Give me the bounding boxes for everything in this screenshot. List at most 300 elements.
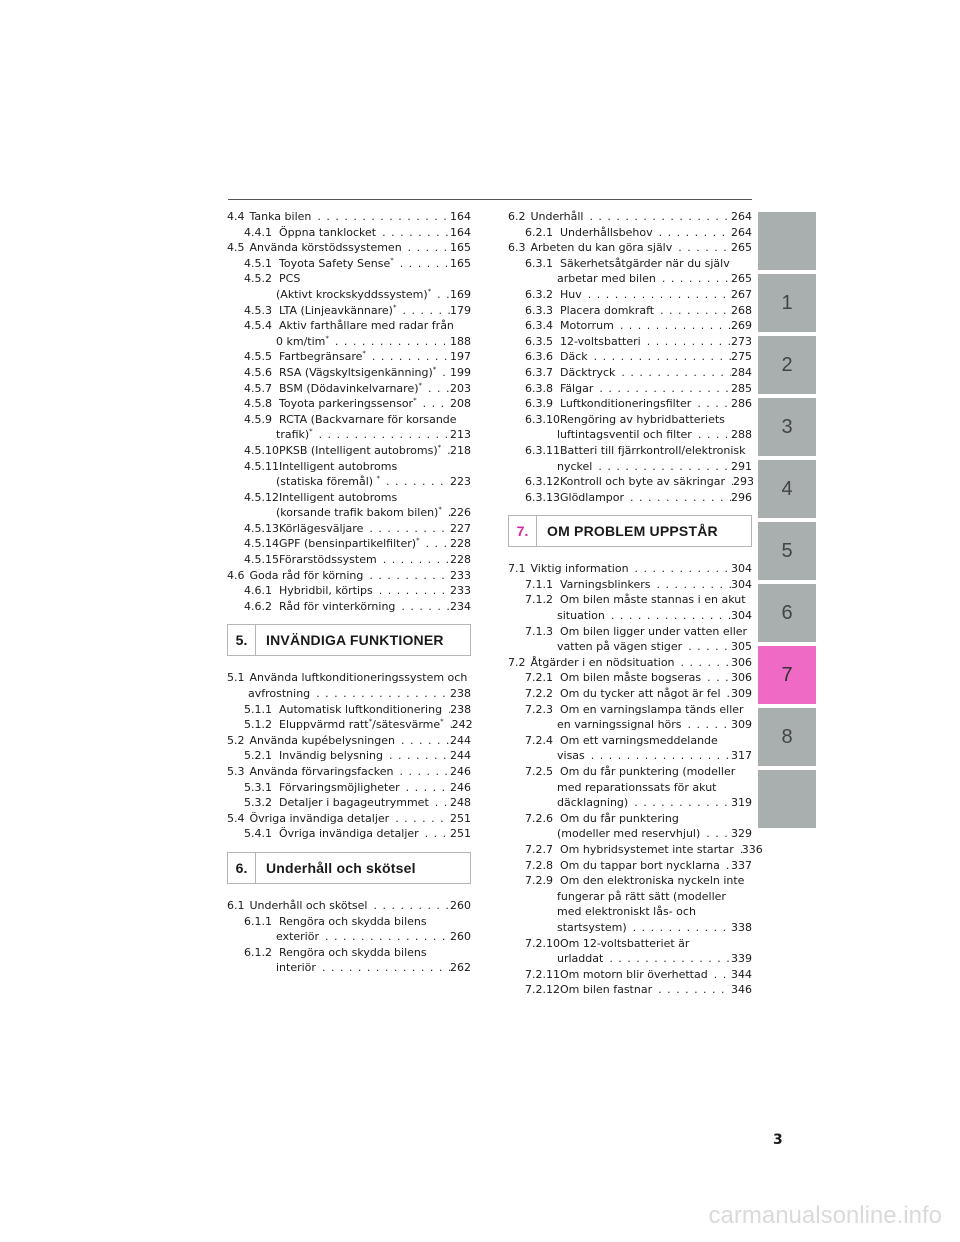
entry-number: 5.2 [227, 733, 245, 747]
entry-title [248, 686, 310, 702]
page-ref: 165 [450, 241, 471, 255]
page-ref: 337 [731, 858, 752, 872]
footnote-marker: * [427, 287, 432, 296]
entry-number: 7.2.9 [525, 874, 553, 888]
entry-title-text: GPF (bensinpartikelfilter) [279, 537, 417, 551]
entry-title-text: Om bilen ligger under vatten eller [560, 624, 748, 638]
dot-leader [628, 795, 731, 811]
toc-entry[interactable] [227, 552, 471, 568]
toc-entry[interactable] [508, 577, 752, 593]
entry-title-text: Automatisk luftkonditionering [279, 702, 443, 716]
chapter-tab-6[interactable]: 6 [758, 584, 816, 642]
entry-number: 4.5.4 [244, 319, 272, 333]
entry-title [279, 521, 363, 537]
toc-entry[interactable] [508, 826, 752, 842]
dot-leader [311, 209, 450, 225]
toc-entry[interactable] [227, 717, 471, 733]
header-rule [228, 199, 752, 200]
entry-title [560, 474, 725, 490]
page-ref: 346 [731, 983, 752, 997]
toc-entry[interactable] [227, 287, 471, 303]
toc-entry[interactable] [508, 733, 752, 749]
entry-title-text: Underhåll [530, 210, 584, 223]
dot-leader [583, 209, 731, 225]
dot-leader [394, 256, 450, 272]
entry-title [279, 552, 377, 568]
toc-entry[interactable] [508, 702, 752, 718]
toc-entry[interactable] [227, 960, 471, 976]
toc-entry[interactable] [227, 225, 471, 241]
entry-title-text: luftintagsventil och filter [557, 428, 692, 442]
page-ref: 268 [731, 303, 752, 317]
toc-entry[interactable] [508, 256, 752, 272]
entry-title-text: med elektroniskt lås- och [557, 905, 696, 919]
toc-entry[interactable] [227, 914, 471, 930]
dot-leader [422, 381, 450, 397]
toc-entry[interactable] [508, 748, 752, 764]
entry-title-text: Säkerhetsåtgärder när du själv [560, 256, 730, 270]
page-ref: 197 [450, 350, 471, 364]
chapter-tab-8[interactable]: 8 [758, 708, 816, 766]
entry-number: 4.5.9 [244, 412, 272, 426]
dot-leader [721, 686, 731, 702]
toc-entry[interactable] [508, 592, 752, 608]
page-ref: 265 [731, 241, 752, 255]
page-ref: 208 [450, 397, 471, 411]
toc-entry[interactable] [227, 686, 471, 702]
section-header[interactable] [508, 515, 752, 547]
chapter-tab-1[interactable]: 1 [758, 274, 816, 332]
dot-leader [402, 240, 450, 256]
dot-leader [708, 967, 731, 983]
page-ref: 188 [450, 334, 471, 348]
entry-title-text: Arbeten du kan göra själv [530, 241, 673, 255]
page-ref: 238 [450, 702, 472, 716]
toc-entry[interactable] [227, 764, 471, 780]
toc-entry[interactable] [508, 811, 752, 827]
toc-entry[interactable] [508, 271, 752, 287]
page-ref: 244 [450, 749, 471, 763]
entry-title [279, 303, 396, 319]
entry-number: 7.2.4 [525, 733, 553, 747]
entry-title [557, 889, 726, 905]
dot-leader [383, 748, 450, 764]
entry-number: 7.2.11 [525, 967, 560, 981]
toc-entry[interactable] [227, 427, 471, 443]
toc-entry[interactable] [227, 443, 471, 459]
entry-title-text: Om bilen måste stannas i en akut [560, 593, 746, 607]
entry-number: 7.1.2 [525, 593, 553, 607]
toc-entry[interactable] [227, 349, 471, 365]
entry-title [250, 209, 312, 225]
entry-title-text: (Aktivt krockskyddssystem) [276, 287, 428, 301]
entry-title [531, 655, 675, 671]
toc-entry[interactable] [227, 412, 471, 428]
chapter-tab-7[interactable]: 7 [758, 646, 816, 704]
page-ref: 319 [731, 796, 752, 810]
toc-entry[interactable] [227, 826, 471, 842]
entry-title-text: Underhållsbehov [560, 225, 653, 239]
entry-title-text: Om bilen måste bogseras [560, 671, 702, 685]
entry-number: 5.1 [227, 671, 245, 685]
entry-number: 4.5.15 [244, 553, 279, 567]
toc-entry[interactable] [508, 459, 752, 475]
toc-entry[interactable] [508, 287, 752, 303]
entry-number: 7.2.5 [525, 765, 553, 778]
entry-title [279, 381, 422, 397]
entry-number: 7.2.3 [525, 702, 553, 716]
footnote-marker: * [416, 536, 420, 545]
toc-entry[interactable] [227, 474, 471, 490]
toc-entry[interactable] [227, 303, 471, 319]
toc-entry[interactable] [508, 490, 752, 506]
dot-leader [588, 349, 731, 365]
toc-entry[interactable] [227, 898, 471, 914]
entry-title-text: Åtgärder i en nödsituation [530, 655, 675, 669]
entry-title [557, 795, 628, 811]
entry-title [279, 490, 397, 506]
entry-title-text: en varningssignal hörs [557, 718, 682, 732]
entry-title [560, 858, 720, 874]
dot-leader [603, 951, 731, 967]
page-ref: 267 [731, 287, 752, 301]
toc-entry[interactable] [508, 381, 752, 397]
toc-entry[interactable] [508, 443, 752, 459]
page-ref: 284 [731, 365, 752, 379]
toc-entry[interactable] [508, 624, 752, 640]
entry-title [279, 365, 436, 381]
dot-leader [420, 536, 450, 552]
toc-entry[interactable] [508, 427, 752, 443]
entry-number: 7.1.3 [525, 624, 553, 638]
toc-entry[interactable] [508, 873, 752, 889]
entry-number: 7.2.12 [525, 983, 560, 997]
entry-title-text: Goda råd för körning [249, 568, 364, 582]
entry-number: 6.3.5 [525, 334, 553, 348]
toc-entry[interactable] [227, 536, 471, 552]
page-ref: 336 [741, 842, 763, 856]
page-ref: 260 [450, 898, 471, 912]
page-ref: 251 [450, 827, 471, 841]
entry-number: 4.5.2 [244, 272, 272, 286]
toc-entry[interactable] [508, 670, 752, 686]
dot-leader [656, 271, 731, 287]
entry-title-text: fungerar på rätt sätt (modeller [557, 889, 726, 903]
toc-entry[interactable] [508, 655, 752, 671]
section-title: OM PROBLEM UPPSTÅR [547, 523, 718, 540]
entry-title-text: Tanka bilen [249, 210, 312, 223]
dot-leader [652, 982, 731, 998]
toc-entry[interactable] [508, 842, 763, 858]
dot-leader [682, 639, 731, 655]
toc-entry[interactable] [227, 365, 471, 381]
dot-leader [700, 826, 731, 842]
toc-entry[interactable] [508, 303, 752, 319]
chapter-tab-4[interactable]: 4 [758, 460, 816, 518]
dot-leader [701, 670, 731, 686]
toc-entry[interactable] [227, 381, 471, 397]
toc-entry[interactable] [227, 396, 471, 412]
toc-entry[interactable] [227, 733, 471, 749]
toc-entry[interactable] [508, 561, 752, 577]
footnote-marker: * [432, 365, 437, 374]
entry-title [531, 209, 584, 225]
toc-entry[interactable] [227, 490, 471, 506]
toc-entry[interactable] [227, 945, 471, 961]
chapter-tab-2[interactable]: 2 [758, 336, 816, 394]
page-ref: 227 [450, 521, 471, 535]
entry-title [279, 271, 300, 287]
page-ref: 264 [731, 210, 752, 223]
entry-title [279, 945, 427, 961]
entry-number: 4.4 [227, 210, 245, 223]
entry-number: 7.2 [508, 655, 526, 669]
toc-entry[interactable] [508, 904, 752, 920]
entry-title [560, 396, 691, 412]
toc-entry[interactable] [508, 780, 752, 796]
toc-entry[interactable] [227, 780, 471, 796]
entry-number: 6.2 [508, 210, 526, 223]
toc-entry[interactable] [508, 318, 752, 334]
entry-title-text: Övriga invändiga detaljer [249, 811, 390, 825]
toc-entry[interactable] [508, 225, 752, 241]
entry-title [276, 334, 329, 350]
toc-entry[interactable] [508, 951, 752, 967]
entry-title-text: Om bilen fastnar [560, 983, 653, 997]
toc-entry[interactable] [508, 240, 752, 256]
page-ref: 238 [450, 687, 471, 701]
toc-entry[interactable] [508, 982, 752, 998]
dot-leader [400, 780, 450, 796]
dot-leader [393, 764, 450, 780]
entry-number: 4.5.11 [244, 459, 279, 473]
entry-title-text: Däck [560, 350, 588, 364]
entry-title [250, 568, 364, 584]
chapter-tab-blank[interactable] [758, 212, 816, 270]
dot-leader [627, 920, 731, 936]
dot-leader [389, 811, 450, 827]
page-ref: 309 [731, 687, 752, 701]
toc-entry[interactable] [227, 209, 471, 225]
entry-title [557, 459, 592, 475]
toc-entry[interactable] [508, 396, 752, 412]
entry-title [560, 256, 730, 272]
page-ref: 203 [450, 381, 471, 395]
entry-title [557, 780, 717, 796]
entry-title-text: arbetar med bilen [557, 272, 656, 286]
chapter-tab-3[interactable]: 3 [758, 398, 816, 456]
toc-entry[interactable] [227, 271, 471, 287]
toc-entry[interactable] [508, 795, 752, 811]
toc-entry[interactable] [508, 209, 752, 225]
footnote-marker: * [325, 334, 329, 343]
entry-title-text: Placera domkraft [560, 303, 655, 317]
dot-leader [585, 748, 731, 764]
entry-title [557, 826, 700, 842]
toc-entry[interactable] [227, 318, 471, 334]
entry-title-text: Om en varningslampa tänds eller [560, 702, 744, 716]
toc-entry[interactable] [508, 474, 752, 490]
page-ref: 165 [450, 256, 471, 270]
entry-number: 6.3 [508, 241, 526, 255]
entry-title-text: LTA (Linjeavkännare) [279, 303, 393, 317]
page-ref: 306 [731, 655, 752, 669]
entry-number: 5.3 [227, 765, 245, 778]
entry-number: 4.5 [227, 241, 245, 255]
toc-entry[interactable] [508, 639, 752, 655]
entry-number: 6.3.7 [525, 365, 553, 379]
entry-title-text: Om motorn blir överhettad [560, 967, 708, 981]
toc-entry[interactable] [227, 670, 471, 686]
footnote-marker: * [437, 443, 442, 452]
entry-number: 4.5.8 [244, 397, 272, 411]
toc-entry[interactable] [508, 349, 752, 365]
page-number: 3 [773, 1132, 783, 1148]
toc-entry[interactable] [508, 608, 752, 624]
page-ref: 223 [450, 475, 471, 489]
dot-leader [592, 459, 731, 475]
toc-entry[interactable] [227, 702, 471, 718]
entry-title [279, 795, 429, 811]
entry-title-text: Om ett varningsmeddelande [560, 733, 718, 747]
entry-title [560, 670, 701, 686]
toc-entry[interactable] [508, 936, 752, 952]
entry-title [560, 443, 746, 459]
entry-title [560, 936, 689, 952]
entry-title [279, 536, 420, 552]
toc-entry[interactable] [508, 365, 752, 381]
dot-leader [380, 474, 450, 490]
toc-entry[interactable] [227, 240, 471, 256]
entry-title [250, 811, 390, 827]
toc-entry[interactable] [227, 583, 471, 599]
toc-entry[interactable] [227, 568, 471, 584]
footnote-marker: * [390, 256, 394, 265]
toc-entry[interactable] [508, 858, 752, 874]
entry-title [560, 624, 747, 640]
entry-title [279, 256, 394, 272]
entry-title-text: Rengöra och skydda bilens [279, 945, 427, 959]
dot-leader [313, 427, 450, 443]
entry-title [279, 396, 417, 412]
entry-title [560, 811, 679, 827]
entry-title [276, 427, 313, 443]
chapter-tab-blank[interactable] [758, 770, 816, 828]
entry-title-text: PCS [279, 272, 301, 286]
page-ref: 344 [731, 967, 752, 981]
entry-title-text: Underhåll och skötsel [249, 898, 368, 912]
entry-title-text: Om 12-voltsbatteriet är [560, 936, 690, 950]
page-ref: 339 [731, 952, 752, 966]
toc-entry[interactable] [227, 795, 471, 811]
entry-title-text: Öppna tanklocket [279, 225, 377, 239]
chapter-tab-5[interactable]: 5 [758, 522, 816, 580]
entry-title [279, 599, 395, 615]
entry-number: 4.5.6 [244, 365, 272, 379]
toc-entry[interactable] [227, 505, 471, 521]
footnote-marker: * [368, 717, 373, 726]
toc-entry[interactable] [227, 599, 471, 615]
dot-leader [431, 287, 450, 303]
dot-leader [373, 583, 450, 599]
dot-leader [641, 334, 731, 350]
entry-title [560, 982, 652, 998]
entry-title [276, 287, 431, 303]
dot-leader [615, 365, 731, 381]
entry-number: 4.4.1 [244, 225, 272, 239]
entry-number: 5.1.1 [244, 702, 272, 716]
dot-leader [376, 225, 450, 241]
toc-entry[interactable] [227, 256, 471, 272]
entry-title-text: (statiska föremål) [276, 475, 377, 489]
entry-number: 7.2.6 [525, 811, 553, 825]
entry-title-text: startsystem) [557, 920, 627, 934]
entry-number: 6.3.1 [525, 256, 553, 270]
entry-title [276, 929, 319, 945]
entry-title [560, 287, 582, 303]
entry-number: 6.3.4 [525, 319, 553, 333]
toc-entry[interactable] [227, 334, 471, 350]
entry-title [279, 318, 454, 334]
dot-leader [442, 702, 450, 718]
toc-entry[interactable] [508, 717, 752, 733]
entry-number: 4.6.2 [244, 599, 272, 613]
toc-entry[interactable] [227, 521, 471, 537]
entry-title [560, 490, 624, 506]
page-ref: 169 [450, 287, 471, 301]
page-ref: 179 [450, 303, 471, 317]
footnote-marker: * [413, 396, 417, 405]
toc-entry[interactable] [508, 967, 752, 983]
entry-number: 6.3.12 [525, 475, 560, 489]
toc-entry[interactable] [508, 412, 752, 428]
dot-leader [436, 365, 450, 381]
entry-title [276, 505, 442, 521]
entry-title-text: Detaljer i bagageutrymmet [279, 796, 429, 810]
entry-title [560, 842, 734, 858]
entry-title-text: Toyota parkeringssensor [279, 397, 414, 411]
dot-leader [316, 960, 450, 976]
toc-entry[interactable] [227, 811, 471, 827]
entry-number: 5.3.1 [244, 780, 272, 794]
toc-entry[interactable] [508, 920, 752, 936]
toc-entry[interactable] [227, 459, 471, 475]
entry-title-text: trafik) [276, 428, 310, 442]
section-header[interactable] [227, 624, 471, 656]
entry-number: 6.3.13 [525, 490, 560, 504]
page-ref: 213 [450, 428, 471, 442]
toc-entry[interactable] [227, 748, 471, 764]
toc-entry[interactable] [508, 334, 752, 350]
toc-entry[interactable] [508, 889, 752, 905]
footnote-marker: * [392, 302, 397, 311]
entry-title-text: Batteri till fjärrkontroll/elektronisk [560, 443, 746, 457]
toc-entry[interactable] [508, 686, 752, 702]
toc-entry[interactable] [227, 929, 471, 945]
section-header[interactable] [227, 852, 471, 884]
entry-title [557, 639, 682, 655]
page-ref: 305 [731, 640, 752, 654]
entry-title [560, 365, 615, 381]
page-ref: 246 [450, 780, 471, 794]
entry-number: 4.5.10 [244, 443, 279, 457]
dot-leader [593, 381, 731, 397]
entry-number: 4.5.14 [244, 537, 279, 551]
entry-number: 4.5.5 [244, 350, 272, 364]
toc-entry[interactable] [508, 764, 752, 780]
page-ref: 338 [731, 920, 752, 934]
dot-leader [720, 858, 731, 874]
